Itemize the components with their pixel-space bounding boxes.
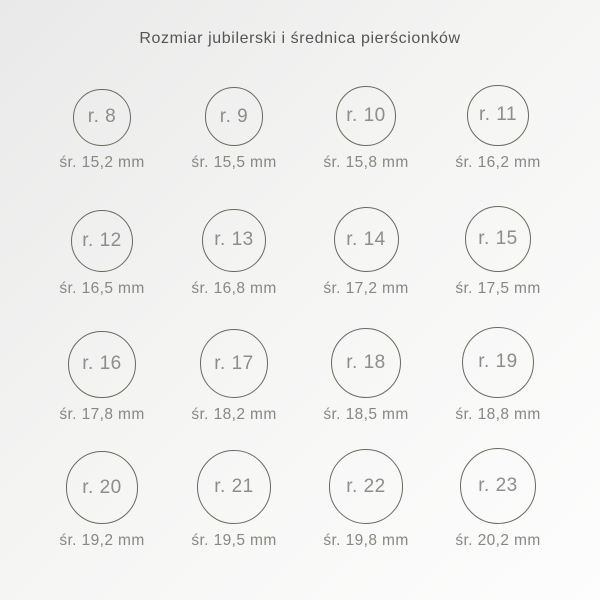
ring-size-label: r. 23: [478, 474, 518, 496]
ring-size-label: r. 12: [82, 229, 122, 251]
ring-size-label: r. 22: [346, 475, 386, 497]
page-title: Rozmiar jubilerski i średnica pierścionków: [139, 30, 461, 47]
ring-diameter-label: śr. 17,8 mm: [59, 406, 145, 423]
ring-size-label: r. 18: [346, 352, 386, 374]
ring-circle: [205, 87, 264, 146]
ring-cell: [168, 425, 300, 551]
ring-cell: [36, 299, 168, 425]
ring-diameter-label: śr. 16,5 mm: [59, 280, 145, 297]
ring-cell: [432, 299, 564, 425]
ring-size-label: r. 10: [346, 105, 386, 127]
ring-cell: [168, 299, 300, 425]
ring-diameter-label: śr. 17,5 mm: [455, 280, 541, 297]
ring-cell: [168, 47, 300, 173]
ring-cell: [36, 425, 168, 551]
ring-diameter-label: śr. 18,8 mm: [455, 406, 541, 423]
ring-size-label: r. 19: [478, 351, 518, 373]
ring-cell: [432, 173, 564, 299]
ring-size-label: r. 15: [478, 227, 518, 249]
ring-cell: [168, 173, 300, 299]
ring-circle: [329, 449, 404, 524]
ring-size-label: r. 11: [478, 104, 518, 126]
ring-circle: [68, 331, 135, 398]
ring-grid: [36, 47, 564, 551]
ring-diameter-label: śr. 19,2 mm: [59, 532, 145, 549]
ring-diameter-label: śr. 20,2 mm: [455, 532, 541, 549]
ring-diameter-label: śr. 15,5 mm: [191, 154, 277, 171]
ring-circle: [66, 451, 139, 524]
ring-cell: [300, 425, 432, 551]
ring-cell: [300, 47, 432, 173]
ring-size-label: r. 16: [82, 353, 122, 375]
ring-size-label: r. 14: [346, 228, 386, 250]
ring-cell: [432, 425, 564, 551]
ring-size-label: r. 13: [214, 229, 254, 251]
ring-circle: [467, 85, 528, 146]
ring-cell: [36, 47, 168, 173]
ring-diameter-label: śr. 19,8 mm: [323, 532, 409, 549]
ring-cell: [300, 299, 432, 425]
ring-circle: [462, 327, 533, 398]
ring-circle: [460, 448, 536, 524]
ring-size-label: r. 21: [214, 476, 254, 498]
ring-diameter-label: śr. 15,2 mm: [59, 154, 145, 171]
ring-circle: [73, 89, 131, 147]
ring-size-label: r. 17: [214, 352, 254, 374]
ring-diameter-label: śr. 18,5 mm: [323, 406, 409, 423]
ring-circle: [202, 209, 266, 273]
ring-circle: [197, 450, 271, 524]
ring-diameter-label: śr. 18,2 mm: [191, 406, 277, 423]
ring-circle: [336, 86, 396, 146]
ring-circle: [334, 207, 399, 272]
ring-diameter-label: śr. 16,2 mm: [455, 154, 541, 171]
ring-size-label: r. 9: [219, 105, 249, 127]
ring-circle: [331, 328, 401, 398]
ring-diameter-label: śr. 19,5 mm: [191, 532, 277, 549]
ring-diameter-label: śr. 17,2 mm: [323, 280, 409, 297]
ring-circle: [200, 329, 269, 398]
ring-cell: [300, 173, 432, 299]
ring-size-label: r. 20: [82, 476, 122, 498]
ring-cell: [36, 173, 168, 299]
ring-circle: [71, 210, 133, 272]
ring-circle: [465, 206, 531, 272]
ring-cell: [432, 47, 564, 173]
ring-size-label: r. 8: [87, 106, 117, 128]
ring-diameter-label: śr. 16,8 mm: [191, 280, 277, 297]
ring-diameter-label: śr. 15,8 mm: [323, 154, 409, 171]
